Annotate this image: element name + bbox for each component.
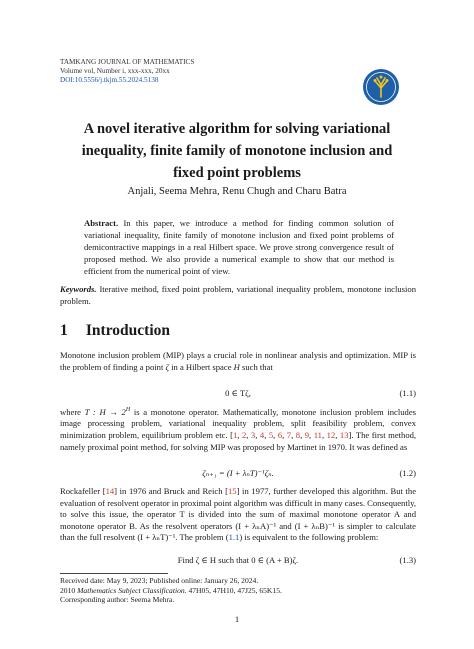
journal-volume: Volume vol, Number i, xxx-xxx, 20xx <box>60 67 170 75</box>
equation-body: ζₙ₊₁ = (I + λₙT)⁻¹ζₙ. <box>202 468 274 478</box>
citation-link[interactable]: 3 <box>250 430 256 441</box>
math-expression: T : H → 2 <box>84 406 126 417</box>
equation-body: Find ζ ∈ H such that 0 ∈ (A + B)ζ. <box>177 555 299 565</box>
equation-reference-link[interactable]: 1.1 <box>228 532 240 543</box>
text-span: where <box>60 406 85 417</box>
equation-body: 0 ∈ Tζ, <box>225 388 251 398</box>
equation-tag: (1.1) <box>399 388 416 398</box>
journal-name: TAMKANG JOURNAL OF MATHEMATICS <box>60 58 195 66</box>
abstract-label: Abstract. <box>84 218 119 228</box>
footnotes <box>60 576 282 605</box>
text-span: such that <box>239 361 273 372</box>
abstract-text: In this paper, we introduce a method for finding common solution of variational inequality, finite family of monotone inclusion and fixed point problems of demicontractive mappings in a real Hilbert space. We prove strong convergence result of proposed method. We also provide a numerical example to show that our method is efficient from the numerical point of view. <box>84 218 394 276</box>
journal-header <box>60 58 194 85</box>
equation-1-2 <box>60 468 416 480</box>
text-span: 47H05, 47H10, 47J25, 65K15. <box>186 585 282 595</box>
title-line: fixed point problems <box>173 165 301 181</box>
citation-link[interactable]: 14 <box>105 486 115 496</box>
citation-link[interactable]: 15 <box>227 486 237 496</box>
text-span: MIP is the problem of finding a point <box>60 350 416 372</box>
text-span: ] in 1976 and Bruck and Reich [ <box>114 486 228 496</box>
math-symbol: H <box>233 361 240 372</box>
text-span: 2010 <box>60 585 78 595</box>
text-span: in a Hilbert space <box>168 361 234 372</box>
text-span: ]. The first method, namely proximal point method, for solving MIP was proposed by Martinet in 1970. It was defined as <box>60 430 417 452</box>
journal-logo-icon <box>362 68 400 106</box>
math-symbol: ζ <box>165 361 169 372</box>
text-span: is a monotone operator. Mathematically, monotone inclusion problem includes image processing problem, variational inequality problem, split feasibility problem, convex minimization problem, equilibrium problem etc. [ <box>60 406 416 441</box>
section-heading <box>60 322 170 340</box>
corresponding-author: Corresponding author: Seema Mehra. <box>60 595 175 605</box>
citation-link[interactable]: 6 <box>277 430 283 441</box>
keywords <box>60 284 416 308</box>
keywords-label: Keywords. <box>60 284 97 294</box>
msc-classification <box>60 586 282 596</box>
citation-link[interactable]: 12 <box>326 430 336 441</box>
text-span: Rockafeller [ <box>60 486 106 496</box>
text-span: ) is equivalent to the following problem: <box>239 532 379 543</box>
received-date: Received date: May 9, 2023; Published online: January 26, 2024. <box>60 576 259 585</box>
intro-paragraph-3 <box>60 486 416 544</box>
author-list: Anjali, Seema Mehra, Renu Chugh and Charu Batra <box>127 186 347 197</box>
citation-link[interactable]: 2 <box>241 430 247 441</box>
section-number: 1 <box>60 322 68 339</box>
citation-link[interactable]: 13 <box>339 430 349 441</box>
citation-link[interactable]: 11 <box>313 430 322 441</box>
abstract <box>84 218 394 278</box>
section-title: Introduction <box>85 322 170 339</box>
citation-link[interactable]: 4 <box>259 430 265 441</box>
intro-paragraph-2 <box>60 405 416 453</box>
title-line: A novel iterative algorithm for solving variational <box>83 121 391 137</box>
equation-tag: (1.2) <box>399 468 416 478</box>
intro-paragraph-1 <box>60 350 416 373</box>
citation-link[interactable]: 1 <box>232 430 238 441</box>
text-line: Monotone inclusion problem (MIP) plays a crucial role in nonlinear analysis and optimization. <box>60 350 391 360</box>
reference-list: 1, 2, 3, 4, 5, 6, 7, 8, 9, 11, 12, 13 <box>232 430 349 441</box>
citation-link[interactable]: 9 <box>304 430 310 441</box>
paper-title <box>60 118 414 184</box>
citation-link[interactable]: 7 <box>286 430 292 441</box>
citation-link[interactable]: 8 <box>295 430 301 441</box>
text-span: ] in 1977, further developed this algorithm. But the evaluation of resolvent operator in proximal point algorithm was difficult in many cases. Consequently, to solve this issue, the operator T is divided into the sum of maximal monotone operator A and monotone operator B. As the resolvent operators (I + λₙA)⁻¹ and (I + λₙB)⁻¹ is simpler to calculate than the full resolvent (I + λₙT)⁻¹. The problem ( <box>60 486 417 543</box>
keywords-text: Iterative method, fixed point problem, variational inequality problem, monotone inclusion problem. <box>60 284 416 306</box>
citation-link[interactable]: 5 <box>268 430 274 441</box>
equation-tag: (1.3) <box>399 555 416 565</box>
text-span: Mathematics Subject Classification. <box>77 585 187 595</box>
equation-1-1 <box>60 388 416 400</box>
title-line: inequality, finite family of monotone inclusion and <box>81 143 393 159</box>
footnote-divider <box>60 573 168 574</box>
page-number: 1 <box>234 614 240 624</box>
math-superscript: H <box>125 407 131 413</box>
equation-1-3 <box>60 555 416 567</box>
doi-link[interactable]: DOI:10.5556/j.tkjm.55.2024.5138 <box>60 76 159 84</box>
